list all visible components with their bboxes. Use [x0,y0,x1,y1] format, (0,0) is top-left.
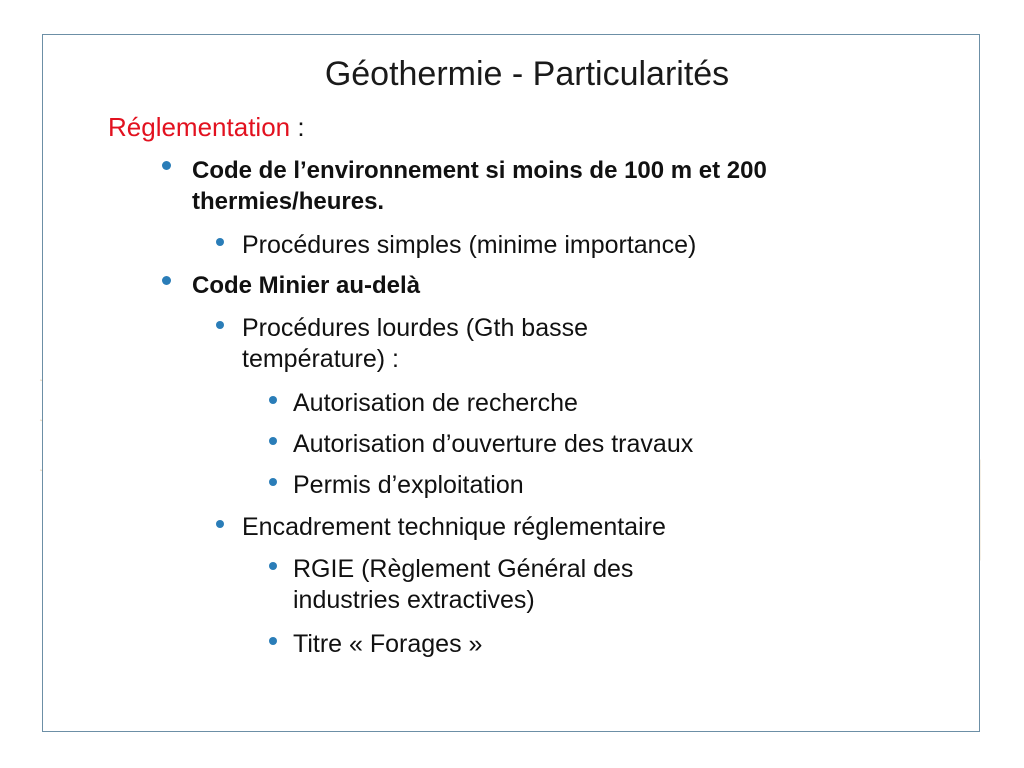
bullet-rgie [293,554,733,616]
bullet-text: Titre « Forages » [293,630,483,658]
bullet-dot [162,161,171,170]
bullet-text: Encadrement technique réglementaire [242,513,666,541]
bullet-text: Procédures lourdes (Gth basse température) : [242,314,589,373]
slide-title: Géothermie - Particularités [324,55,730,93]
bullet-encadrement-technique [242,512,842,543]
bullet-text: RGIE (Règlement Général des industries extractives) [293,555,634,614]
bullet-dot [216,238,224,246]
bullet-code-minier [192,270,862,301]
bullet-dot [269,478,277,486]
bullet-titre-forages [293,629,853,660]
bullet-code-environnement [192,155,862,217]
bullet-dot [269,637,277,645]
bullet-dot [269,562,277,570]
bullet-text: Autorisation d’ouverture des travaux [293,430,694,458]
bullet-text: Permis d’exploitation [293,471,524,499]
bullet-autorisation-ouverture [293,429,853,460]
section-heading [108,112,305,143]
bullet-dot [269,396,277,404]
heading-colon: : [290,112,305,142]
heading-text: Réglementation [108,112,291,142]
bullet-permis-exploitation [293,470,853,501]
bullet-dot [216,321,224,329]
bullet-dot [216,520,224,528]
bullet-text: Procédures simples (minime importance) [242,231,697,259]
bullet-text: Autorisation de recherche [293,389,578,417]
bullet-text: Code Minier au-delà [192,272,421,299]
bullet-text: Code de l’environnement si moins de 100 m et 200 thermies/heures. [192,157,767,215]
bullet-procedures-lourdes [242,313,712,375]
bullet-dot [269,437,277,445]
bullet-procedures-simples [242,230,842,261]
bullet-autorisation-recherche [293,388,853,419]
bullet-dot [162,276,171,285]
